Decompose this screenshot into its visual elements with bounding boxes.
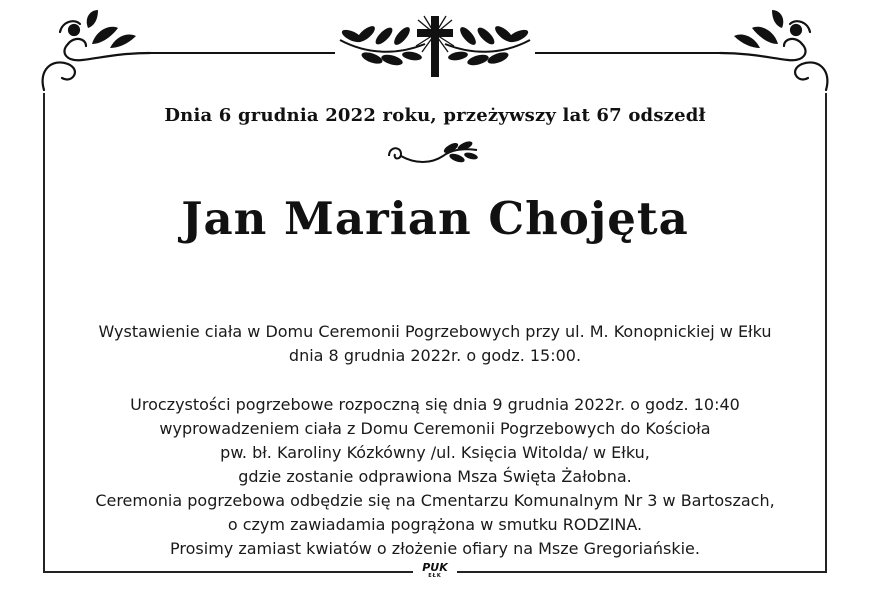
swirl-divider-icon bbox=[385, 140, 485, 174]
paragraph-line: pw. bł. Karoliny Kózkówny /ul. Księcia Witolda/ w Ełku, bbox=[220, 443, 650, 462]
frame-bottom-right-line bbox=[457, 571, 827, 573]
frame-bottom-left-line bbox=[43, 571, 413, 573]
laurel-branch-left-icon bbox=[340, 23, 425, 67]
paragraph-line: dnia 8 grudnia 2022r. o godz. 15:00. bbox=[288, 346, 582, 365]
paragraph-line: Ceremonia pogrzebowa odbędzie się na Cmentarzu Komunalnym Nr 3 w Bartoszach, bbox=[95, 491, 775, 510]
corner-flourish-right-icon bbox=[720, 21, 827, 90]
paragraph-line: Prosimy zamiast kwiatów o złożenie ofiary na Msze Gregoriańskie. bbox=[170, 539, 700, 558]
ceremony-paragraph bbox=[0, 393, 870, 561]
logo-sub-text: EŁK bbox=[428, 573, 442, 579]
paragraph-line: wyprowadzeniem ciała z Domu Ceremonii Pogrzebowych do Kościoła bbox=[159, 419, 711, 438]
deceased-name: Jan Marian Chojęta bbox=[181, 192, 689, 245]
viewing-paragraph bbox=[0, 320, 870, 368]
paragraph-line: Wystawienie ciała w Domu Ceremonii Pogrzebowych przy ul. M. Konopnickiej w Ełku bbox=[98, 322, 772, 341]
paragraph-line: o czym zawiadamia pogrążona w smutku RODZINA. bbox=[227, 515, 643, 534]
cross-icon bbox=[416, 16, 454, 77]
paragraph-line: Uroczystości pogrzebowe rozpoczną się dnia 9 grudnia 2022r. o godz. 10:40 bbox=[130, 395, 740, 414]
paragraph-line: gdzie zostanie odprawiona Msza Święta Żałobna. bbox=[238, 467, 632, 486]
logo-main-text: PUK bbox=[422, 561, 448, 574]
leaf-cluster-left-icon bbox=[87, 10, 136, 48]
death-date-line: Dnia 6 grudnia 2022 roku, przeżywszy lat 67 odszedł bbox=[164, 105, 706, 126]
puk-logo bbox=[418, 563, 452, 579]
laurel-branch-right-icon bbox=[445, 23, 530, 67]
leaf-cluster-right-icon bbox=[734, 10, 783, 48]
corner-flourish-left-icon bbox=[43, 21, 150, 90]
top-ornament bbox=[0, 0, 870, 100]
